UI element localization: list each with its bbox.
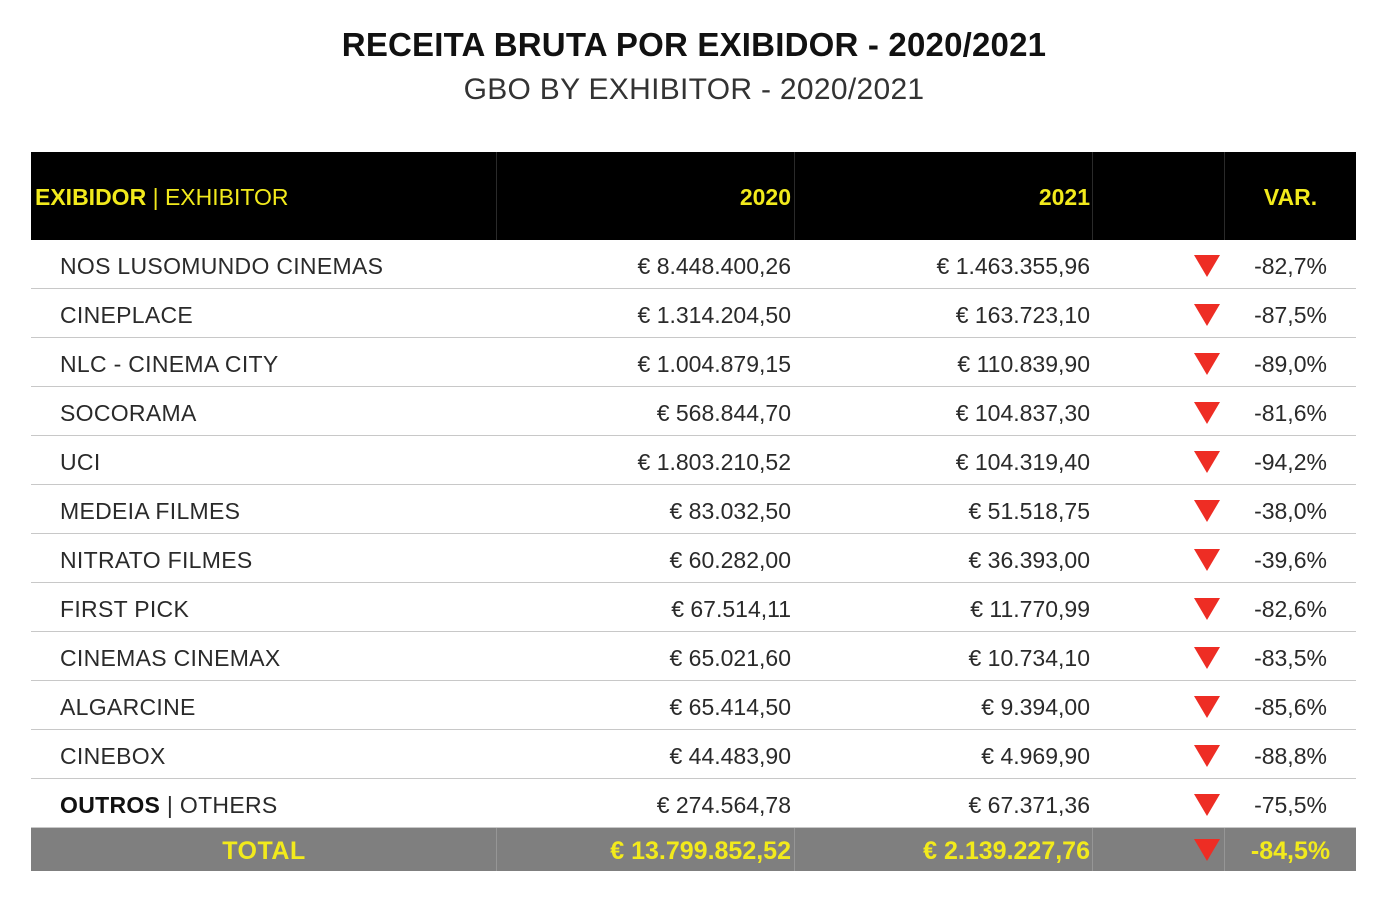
exhibitor-name <box>60 779 278 827</box>
value-2021: € 163.723,10 <box>955 302 1090 328</box>
table-header <box>31 152 1356 240</box>
value-2021: € 1.463.355,96 <box>936 253 1090 279</box>
total-divider <box>794 828 795 871</box>
header-exhibitor <box>35 152 289 240</box>
total-divider <box>1224 828 1225 871</box>
down-arrow-icon <box>1194 353 1220 375</box>
total-divider <box>496 828 497 871</box>
exhibitor-name: SOCORAMA <box>60 400 197 426</box>
value-2020: € 1.004.879,15 <box>637 351 791 377</box>
exhibitor-name: NOS LUSOMUNDO CINEMAS <box>60 253 384 279</box>
variation-value: -81,6% <box>1254 400 1327 426</box>
exhibitor-name: NLC - CINEMA CITY <box>60 351 279 377</box>
exhibitor-name: NITRATO FILMES <box>60 547 253 573</box>
variation-value: -87,5% <box>1254 302 1327 328</box>
down-arrow-icon <box>1194 745 1220 767</box>
down-arrow-icon <box>1194 255 1220 277</box>
value-2021: € 51.518,75 <box>968 498 1090 524</box>
value-2021: € 104.837,30 <box>955 400 1090 426</box>
table-row <box>31 485 1356 534</box>
header-divider <box>1224 152 1225 240</box>
value-2021: € 4.969,90 <box>981 743 1090 769</box>
value-2021: € 11.770,99 <box>970 596 1090 622</box>
exhibitor-name-pt: OUTROS <box>60 792 161 818</box>
trend-cell <box>1189 485 1225 533</box>
trend-cell <box>1189 289 1225 337</box>
exhibitor-name: ALGARCINE <box>60 694 196 720</box>
value-2021: € 104.319,40 <box>955 449 1090 475</box>
total-2020: € 13.799.852,52 <box>610 837 791 865</box>
header-separator: | <box>152 184 159 210</box>
value-2020: € 568.844,70 <box>656 400 791 426</box>
value-2020: € 60.282,00 <box>669 547 791 573</box>
table-row <box>31 534 1356 583</box>
table-row <box>31 730 1356 779</box>
table-row <box>31 436 1356 485</box>
down-arrow-icon <box>1194 500 1220 522</box>
variation-value: -82,6% <box>1254 596 1327 622</box>
down-arrow-icon <box>1194 839 1220 861</box>
exhibitor-table <box>31 152 1356 871</box>
down-arrow-icon <box>1194 304 1220 326</box>
table-body <box>31 240 1356 828</box>
down-arrow-icon <box>1194 794 1220 816</box>
table-row <box>31 681 1356 730</box>
table-row <box>31 338 1356 387</box>
value-2020: € 83.032,50 <box>669 498 791 524</box>
variation-value: -85,6% <box>1254 694 1327 720</box>
value-2021: € 9.394,00 <box>981 694 1090 720</box>
value-2020: € 1.314.204,50 <box>637 302 791 328</box>
variation-value: -39,6% <box>1254 547 1327 573</box>
trend-cell <box>1189 779 1225 827</box>
header-exhibitor-pt: EXIBIDOR <box>35 184 147 210</box>
down-arrow-icon <box>1194 696 1220 718</box>
header-var: VAR. <box>1263 184 1318 210</box>
down-arrow-icon <box>1194 451 1220 473</box>
total-var: -84,5% <box>1250 837 1331 865</box>
trend-cell <box>1189 534 1225 582</box>
trend-cell <box>1189 387 1225 435</box>
exhibitor-name: CINEPLACE <box>60 302 194 328</box>
down-arrow-icon <box>1194 549 1220 571</box>
value-2021: € 10.734,10 <box>968 645 1090 671</box>
header-2021: 2021 <box>1038 184 1090 210</box>
variation-value: -75,5% <box>1254 792 1327 818</box>
variation-value: -38,0% <box>1254 498 1327 524</box>
page-subtitle: GBO BY EXHIBITOR - 2020/2021 <box>463 73 925 106</box>
page-title: RECEITA BRUTA POR EXIBIDOR - 2020/2021 <box>341 26 1047 63</box>
trend-cell <box>1189 436 1225 484</box>
value-2020: € 67.514,11 <box>671 596 791 622</box>
down-arrow-icon <box>1194 647 1220 669</box>
exhibitor-name: UCI <box>60 449 101 475</box>
table-row <box>31 240 1356 289</box>
down-arrow-icon <box>1194 598 1220 620</box>
variation-value: -94,2% <box>1254 449 1327 475</box>
value-2021: € 67.371,36 <box>968 792 1090 818</box>
total-row <box>31 828 1356 871</box>
table-row <box>31 289 1356 338</box>
exhibitor-name-separator: | <box>166 792 174 818</box>
trend-cell <box>1189 240 1225 288</box>
variation-value: -88,8% <box>1254 743 1327 769</box>
variation-value: -89,0% <box>1254 351 1327 377</box>
value-2020: € 1.803.210,52 <box>637 449 791 475</box>
trend-cell <box>1189 338 1225 386</box>
table-row <box>31 583 1356 632</box>
exhibitor-name: CINEMAS CINEMAX <box>60 645 281 671</box>
value-2021: € 110.839,90 <box>957 351 1090 377</box>
trend-cell <box>1189 632 1225 680</box>
header-divider <box>1092 152 1093 240</box>
value-2020: € 274.564,78 <box>656 792 791 818</box>
header-exhibitor-en: EXHIBITOR <box>164 184 289 210</box>
value-2021: € 36.393,00 <box>968 547 1090 573</box>
header-2020: 2020 <box>739 184 791 210</box>
exhibitor-name: MEDEIA FILMES <box>60 498 241 524</box>
total-2021: € 2.139.227,76 <box>923 837 1090 865</box>
value-2020: € 65.021,60 <box>669 645 791 671</box>
header-divider <box>496 152 497 240</box>
table-row <box>31 779 1356 828</box>
trend-cell <box>1189 730 1225 778</box>
value-2020: € 44.483,90 <box>669 743 791 769</box>
total-trend <box>1189 828 1225 871</box>
value-2020: € 8.448.400,26 <box>637 253 791 279</box>
total-label: TOTAL <box>222 837 306 865</box>
exhibitor-name: FIRST PICK <box>60 596 190 622</box>
exhibitor-name: CINEBOX <box>60 743 166 769</box>
trend-cell <box>1189 681 1225 729</box>
down-arrow-icon <box>1194 402 1220 424</box>
table-row <box>31 632 1356 681</box>
trend-cell <box>1189 583 1225 631</box>
exhibitor-name-en: OTHERS <box>179 792 278 818</box>
table-row <box>31 387 1356 436</box>
header-divider <box>794 152 795 240</box>
variation-value: -82,7% <box>1254 253 1327 279</box>
value-2020: € 65.414,50 <box>669 694 791 720</box>
variation-value: -83,5% <box>1254 645 1327 671</box>
total-divider <box>1092 828 1093 871</box>
